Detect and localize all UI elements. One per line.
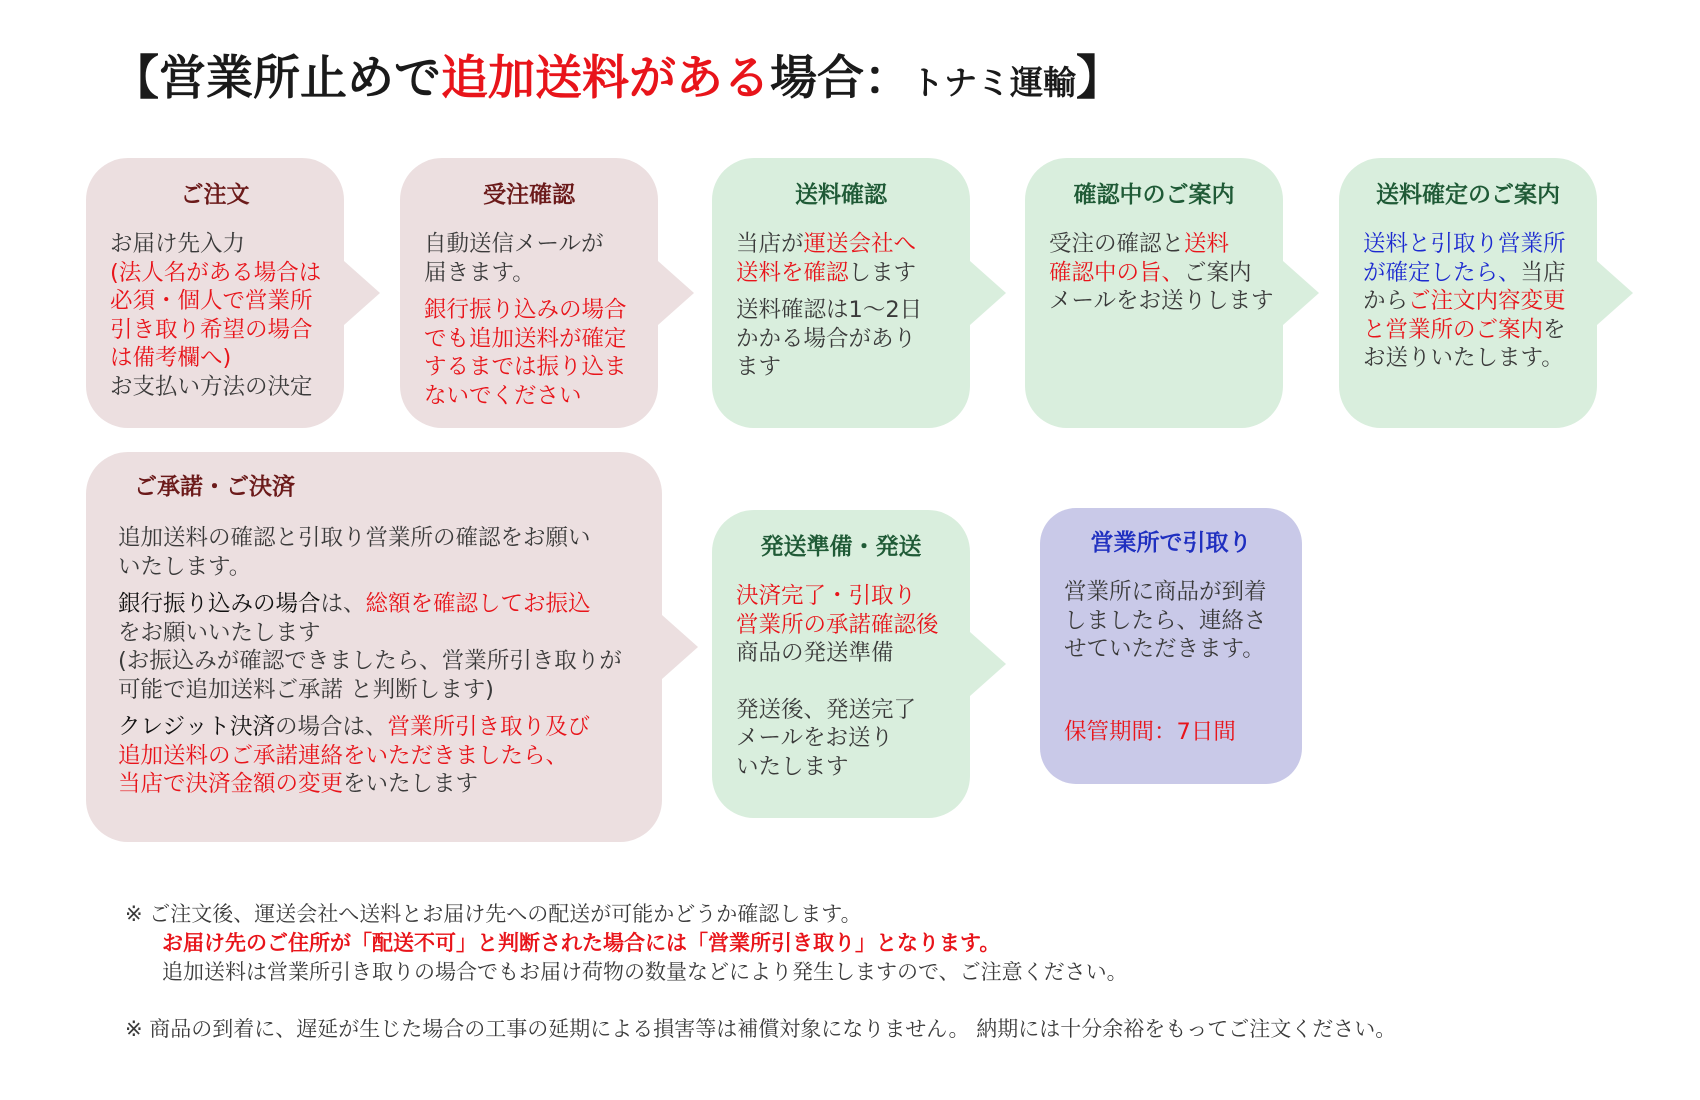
step-dispatch-title: 発送準備・発送 bbox=[760, 534, 922, 560]
body-line: 送料確認は1〜2日 bbox=[736, 297, 923, 323]
body-text-red: 総額を確認してお振込 bbox=[365, 591, 591, 617]
body-line-red: 銀行振り込みの場合 bbox=[424, 297, 627, 323]
step-order-title: ご注文 bbox=[180, 182, 250, 208]
step-pickup-box bbox=[1040, 508, 1302, 784]
title-highlight: 追加送料がある bbox=[441, 51, 770, 106]
body-text: を bbox=[1543, 316, 1566, 343]
note-2: ※ 商品の到着に、遅延が生じた場合の工事の延期による損害等は補償対象になりません。 納期には十分余裕をもってご注文ください。 bbox=[125, 1017, 1397, 1041]
body-line: 発送後、発送完了 bbox=[736, 696, 917, 723]
step-checking-notice-title: 確認中のご案内 bbox=[1073, 182, 1235, 208]
body-line-red: 決済完了・引取り bbox=[736, 583, 917, 609]
body-line: 自動送信メールが bbox=[424, 231, 604, 257]
step-shipping-check-body bbox=[736, 230, 922, 382]
step-order-body bbox=[110, 230, 321, 401]
body-line: 商品の発送準備 bbox=[736, 640, 894, 666]
body-line: をお願いいたします bbox=[118, 619, 321, 646]
body-line: いたします bbox=[736, 753, 849, 780]
step-pickup-body bbox=[1064, 578, 1267, 746]
body-line: (お振込みが確認できましたら、営業所引き取りが bbox=[118, 648, 622, 674]
body-text: ご案内 bbox=[1184, 259, 1252, 286]
body-line-red: 引き取り希望の場合 bbox=[110, 316, 313, 343]
step-confirm-box bbox=[400, 158, 658, 428]
note-1-warning: お届け先のご住所が「配送不可」と判断された場合には「営業所引き取り」となります。 bbox=[162, 931, 1001, 955]
body-text-red: 当店で決済金額の変更 bbox=[118, 771, 344, 797]
step-approval-body bbox=[118, 524, 622, 799]
body-text: をいたします bbox=[343, 771, 479, 797]
body-text: は、 bbox=[320, 591, 366, 617]
step-dispatch-box bbox=[712, 510, 970, 818]
body-line: 営業所に商品が到着 bbox=[1064, 579, 1267, 605]
body-text-blue: が確定したら、 bbox=[1363, 259, 1521, 286]
body-text: 当店 bbox=[1520, 259, 1566, 286]
note-1: ※ ご注文後、運送会社へ送料とお届け先への配送が可能かどうか確認します。 bbox=[125, 902, 862, 926]
body-line-red: (法人名がある場合は bbox=[110, 259, 322, 286]
step-pickup-title: 営業所で引取り bbox=[1090, 530, 1252, 556]
body-text: します bbox=[848, 259, 917, 286]
body-text-dark: クレジット決済 bbox=[118, 714, 275, 740]
body-line-red: 営業所の承諾確認後 bbox=[736, 611, 939, 638]
note-1-detail: 追加送料は営業所引き取りの場合でもお届け荷物の数量などにより発生しますので、ご注意ください。 bbox=[162, 960, 1128, 984]
body-line: メールをお送り bbox=[736, 725, 894, 751]
body-text: の場合は、 bbox=[274, 714, 388, 740]
step-dispatch-body bbox=[736, 582, 939, 781]
body-line: せていただきます。 bbox=[1064, 636, 1265, 662]
body-line-red: するまでは振り込ま bbox=[424, 354, 627, 380]
title-text-2: 場合： bbox=[770, 51, 911, 106]
body-text-red: ご注文内容変更 bbox=[1408, 288, 1566, 314]
storage-period: 保管期間：7日間 bbox=[1064, 718, 1236, 745]
body-text-red: 確認中の旨、 bbox=[1049, 259, 1185, 286]
body-text: から bbox=[1363, 288, 1409, 314]
title-bracket: 】 bbox=[1076, 51, 1123, 106]
body-line: 届きます。 bbox=[424, 259, 535, 286]
body-line-blue: 送料と引取り営業所 bbox=[1363, 231, 1566, 257]
step-shipping-check-box bbox=[712, 158, 970, 428]
title-text: 【営業所止めで bbox=[112, 51, 441, 106]
body-line: しましたら、連絡さ bbox=[1064, 607, 1267, 634]
body-line-red: 必須・個人で営業所 bbox=[110, 288, 313, 314]
body-line-red: 追加送料のご承諾連絡をいただきましたら、 bbox=[118, 742, 569, 769]
step-checking-notice-body bbox=[1049, 230, 1274, 316]
step-fixed-notice-body bbox=[1363, 230, 1566, 373]
body-line: お送りいたします。 bbox=[1363, 345, 1564, 371]
step-confirm-title: 受注確認 bbox=[483, 182, 575, 208]
title-carrier: トナミ運輸 bbox=[911, 63, 1076, 102]
body-line: かかる場合があり bbox=[736, 325, 917, 352]
body-line: メールをお送りします bbox=[1049, 288, 1274, 314]
body-text: 受注の確認と bbox=[1049, 231, 1185, 257]
step-confirm-body bbox=[424, 230, 627, 410]
body-line: お届け先入力 bbox=[110, 231, 246, 257]
body-line: お支払い方法の決定 bbox=[110, 373, 313, 400]
body-text-red: 運送会社へ bbox=[803, 231, 917, 257]
step-fixed-notice-title: 送料確定のご案内 bbox=[1376, 182, 1560, 208]
body-line: いたします。 bbox=[118, 553, 252, 580]
body-text-red: 送料 bbox=[1184, 231, 1230, 257]
body-text-red: 送料を確認 bbox=[736, 259, 849, 286]
body-line: ます bbox=[736, 354, 782, 380]
body-text-red: と営業所のご案内 bbox=[1363, 316, 1544, 343]
body-line-red: ないでください bbox=[424, 382, 582, 409]
step-approval-title: ご承諾・ご決済 bbox=[134, 474, 295, 500]
body-line-red: は備考欄へ) bbox=[110, 345, 232, 371]
body-line: 追加送料の確認と引取り営業所の確認をお願い bbox=[118, 525, 591, 551]
step-checking-notice-box bbox=[1025, 158, 1283, 428]
body-text-dark: 銀行振り込みの場合 bbox=[118, 591, 321, 617]
step-approval-box bbox=[86, 452, 662, 842]
body-text-red: 営業所引き取り及び bbox=[387, 714, 590, 740]
step-order-box bbox=[86, 158, 344, 428]
body-line: 可能で追加送料ご承諾 と判断します) bbox=[118, 676, 494, 703]
step-shipping-check-title: 送料確認 bbox=[795, 182, 887, 208]
page-title bbox=[112, 44, 1123, 114]
notes-section bbox=[125, 900, 1396, 1044]
body-text: 当店が bbox=[736, 231, 804, 257]
body-line-red: でも追加送料が確定 bbox=[424, 325, 627, 352]
step-fixed-notice-box bbox=[1339, 158, 1597, 428]
